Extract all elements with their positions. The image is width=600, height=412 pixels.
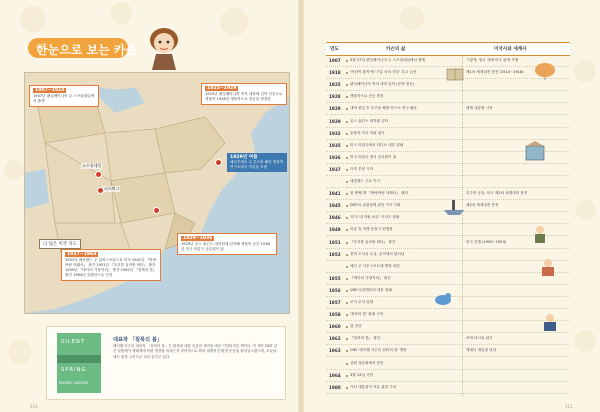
- row-year: 1935: [329, 142, 341, 148]
- timeline-row: [326, 165, 570, 176]
- book-feature: [46, 326, 286, 400]
- row-life-event: '어린이 잡지'에 '구름 속의 전투' 투고 입선: [350, 70, 417, 75]
- decorative-circle: [220, 8, 248, 36]
- page-number-left: 110: [30, 404, 38, 409]
- timeline-bullet: [346, 205, 348, 207]
- cover-author: RACHEL CARSON: [59, 381, 88, 385]
- map-caption: 더 넓은 미국 지도: [39, 239, 81, 249]
- woods-hole-pin: [215, 159, 222, 166]
- row-life-event: 조카 로저 입양: [350, 300, 374, 304]
- baltimore-pin: [153, 207, 160, 214]
- timeline-bullet: [346, 338, 348, 340]
- callout-year: 1937~1964: [67, 252, 97, 257]
- timeline-bullet: [346, 314, 348, 316]
- row-life-event: 카터 대통령이 자유 훈장 추서: [350, 384, 397, 389]
- decorative-circle: [400, 6, 424, 30]
- bird-illustration-icon: [432, 288, 454, 308]
- decorative-circle: [4, 160, 24, 180]
- timeline-row: [326, 334, 570, 345]
- person-illustration-icon: [538, 258, 558, 276]
- timeline-bullet: [346, 387, 348, 389]
- timeline-bullet: [346, 278, 348, 280]
- building-illustration-icon: [524, 140, 546, 162]
- cover-title-line1: SILENT: [61, 339, 86, 345]
- book-title: 대표작 「침묵의 봄」: [113, 337, 163, 343]
- decorative-circle: [576, 200, 596, 220]
- row-year: 1936: [329, 154, 341, 160]
- callout-text: 1907년 펜실베이니아 주 스프링데일에서 출생: [33, 94, 95, 103]
- decorative-circle: [110, 2, 132, 24]
- callout-text: 매사추세츠 주 우즈홀 해양 생물학 연구소에서 여름을 보냄: [230, 160, 284, 169]
- row-year: 1925: [329, 82, 341, 88]
- callout-1929-1936: [177, 233, 277, 255]
- silent-spring-cover: [57, 333, 101, 393]
- callout-1937: [61, 249, 161, 281]
- row-world-event: 진주만 공습, 미국 제2차 세계대전 참전: [466, 191, 528, 196]
- book-illustration-icon: [446, 66, 464, 82]
- timeline-row: [326, 129, 570, 140]
- timeline-row: [326, 310, 570, 321]
- row-world-event: 그렇게, 영국 지배 미국 관세 시행: [466, 58, 518, 62]
- row-year: 1918: [329, 70, 341, 76]
- cover-band: [57, 355, 101, 363]
- row-year: 1960: [329, 324, 341, 330]
- timeline-row: [326, 359, 570, 370]
- timeline-bullet: [346, 133, 348, 135]
- row-year: 1980: [329, 384, 341, 390]
- timeline-row: [326, 250, 570, 261]
- row-life-event: CBS '레이첼 카슨의 침묵의 봄' 방영: [350, 348, 407, 353]
- timeline-bullet: [346, 84, 348, 86]
- timeline-header: [326, 42, 570, 56]
- city-label-springdale: 스프링데일: [82, 163, 102, 168]
- row-world-event: 케네디 대통령 암살: [466, 348, 497, 353]
- row-year: 1957: [329, 300, 341, 305]
- row-life-event: 어류 및 야생 동물국 편집장: [350, 227, 393, 232]
- city-label-pittsburgh: 피츠버그: [104, 186, 120, 191]
- timeline-bullet: [346, 108, 348, 110]
- row-life-event: '침묵의 봄' 집필 시작: [350, 312, 384, 317]
- row-world-event: 세계 대공황 시작: [466, 106, 493, 111]
- timeline-row: [326, 346, 570, 357]
- row-world-event: 제2차 세계대전 종전: [466, 203, 499, 208]
- book-description: 레이첼 카슨의 대표작 「침묵의 봄」은 환경에 대한 인류의 생각을 바꾼 기념비적인 책이다. 이 책은 DDT 같은 살충제가 생태계에 어떤 영향을 미치는지 과학적으로 밝혀 세계적인 환경 운동을 불러일으켰으며, 오늘날에도 환경 고전으로 널리 읽히고 있다.: [113, 344, 278, 359]
- decorative-circle: [574, 60, 596, 82]
- row-year: 1964: [329, 372, 341, 378]
- row-life-event: 『바다의 가장자리』 출간: [350, 275, 391, 280]
- row-world-event: 쿠바 미사일 위기: [466, 336, 493, 341]
- carson-mascot-icon: [142, 24, 186, 70]
- timeline-row: [326, 322, 570, 333]
- header-year: 연도: [330, 47, 339, 52]
- decorative-circle: [574, 330, 596, 352]
- row-life-event: 『우리를 둘러싼 바다』 출간: [350, 239, 396, 244]
- row-life-event: CBS 다큐멘터리 대본 집필: [350, 287, 392, 292]
- decorative-circle: [8, 340, 32, 364]
- page-number-right: 111: [565, 404, 573, 409]
- timeline-bullet: [346, 217, 348, 219]
- row-life-event: 첫 번째 책 『바닷바람 아래서』 출간: [350, 191, 409, 196]
- decorative-circle: [20, 6, 46, 32]
- row-year: 1928: [329, 94, 341, 100]
- timeline-row: [326, 274, 570, 285]
- springdale-pin: [95, 171, 102, 178]
- timeline-bullet: [346, 96, 348, 98]
- timeline-bullet: [346, 181, 348, 183]
- row-world-event: 한국 전쟁 (1950~1953): [466, 239, 507, 244]
- timeline-bullet: [346, 157, 348, 159]
- row-life-event: 존스 홉킨스 대학원 입학: [350, 118, 389, 123]
- row-life-event: 대학 졸업 후 우즈홀 해양 연구소 연구 활동: [350, 106, 418, 111]
- header-world: 미국사와 세계사: [494, 47, 527, 52]
- timeline-bullet: [346, 375, 348, 377]
- callout-1925: [201, 83, 287, 105]
- row-life-event: 메인 주 사우스포트에 별장 마련: [350, 263, 400, 268]
- timeline-row: [326, 262, 570, 273]
- row-year: 1929: [329, 106, 341, 112]
- row-year: 1946: [329, 215, 341, 221]
- row-year: 1958: [329, 312, 341, 318]
- row-year: 1949: [329, 227, 341, 233]
- timeline-bullet: [346, 242, 348, 244]
- cover-title-line2: SPRING: [61, 367, 87, 373]
- balloon-illustration-icon: [532, 62, 558, 80]
- row-year: 1937: [329, 166, 341, 172]
- timeline-row: [326, 177, 570, 188]
- row-year: 1941: [329, 191, 341, 197]
- callout-1907: [29, 85, 99, 107]
- timeline-bullet: [346, 60, 348, 62]
- row-year: 1956: [329, 287, 341, 293]
- callout-year: 1929~1936: [183, 236, 213, 241]
- row-life-event: DDT의 위험성에 관한 기사 기획: [350, 203, 401, 208]
- page-title: 한눈으로 보는 카슨: [36, 43, 138, 57]
- callout-year: 1907~1924: [35, 88, 65, 93]
- timeline-bullet: [346, 121, 348, 123]
- row-life-event: 동물학 석사 학위 취득: [350, 130, 385, 135]
- row-year: 1955: [329, 275, 341, 281]
- timeline-bullet: [346, 290, 348, 292]
- row-life-event: 전미 도서상 수상, 공직에서 물러남: [350, 251, 405, 256]
- timeline-bullet: [346, 145, 348, 147]
- row-year: 1952: [329, 251, 341, 257]
- timeline-bullet: [346, 326, 348, 328]
- ship-illustration-icon: [442, 196, 466, 216]
- row-year: 1945: [329, 203, 341, 209]
- callout-year: 1929년 여름: [230, 155, 258, 160]
- timeline-bullet: [346, 72, 348, 74]
- row-life-event: 상원 청문회에서 증언: [350, 360, 384, 365]
- timeline-row: [326, 104, 570, 115]
- row-life-event: 미국 어업국 정식 공무원이 됨: [350, 154, 397, 159]
- timeline-bullet: [346, 254, 348, 256]
- header-life: 카슨의 삶: [386, 47, 406, 52]
- row-life-event: 『침묵의 봄』 출간: [350, 336, 381, 341]
- row-world-event: 제1차 세계대전 종전 (1914~1918): [466, 70, 524, 75]
- page-gutter: [298, 0, 304, 412]
- callout-text: 1925년 펜실베이니아 여자 대학에 입학 전공으로 생물학 1928년 생물학으로 전공을 변경함: [205, 92, 283, 101]
- timeline-row: [326, 92, 570, 103]
- row-life-event: 생물학으로 전공 변경: [350, 94, 384, 99]
- timeline-bullet: [346, 193, 348, 195]
- row-year: 1932: [329, 130, 341, 136]
- row-life-event: '미국 내 자원 보존' 시리즈 집필: [350, 215, 400, 220]
- timeline-row: [326, 117, 570, 128]
- row-life-event: 4월 14일 사망: [350, 372, 374, 377]
- row-life-event: 미국 어업국에서 라디오 대본 집필: [350, 142, 404, 147]
- timeline-bullet: [346, 363, 348, 365]
- row-year: 1962: [329, 336, 341, 342]
- row-life-event: 메릴랜드 주로 이사: [350, 179, 381, 183]
- timeline-bullet: [346, 350, 348, 352]
- timeline-bullet: [346, 302, 348, 304]
- timeline-bullet: [346, 266, 348, 268]
- callout-year: 1925~1929: [207, 86, 237, 91]
- callout-text: 1929년 존스 홉킨스 대학원에 입학해 생물학 공부 1936년 미국 어업국 공무원이 됨: [181, 242, 270, 251]
- timeline-bullet: [346, 229, 348, 231]
- timeline-row: [326, 383, 570, 394]
- row-year: 1963: [329, 348, 341, 354]
- row-life-event: 5월 27일 펜실베이니아 주 스프링데일에서 출생: [350, 58, 426, 62]
- row-life-event: 암 진단: [350, 324, 362, 329]
- row-life-event: 가족 부양 시작: [350, 166, 374, 171]
- us-east-map: [24, 72, 290, 314]
- soldier-illustration-icon: [530, 224, 550, 244]
- row-year: 1951: [329, 239, 341, 245]
- row-year: 1929: [329, 118, 341, 124]
- row-year: 1907: [329, 58, 341, 63]
- callout-1929-summer: [227, 153, 287, 172]
- callout-text: 1937년 메릴랜드 주 실버스프링으로 이사 1941년 『바닷바람 아래서』 출간 1951년 『우리를 둘러싼 바다』 출간 1955년 『바다의 가장자리』 출간 1962년 『침묵의 봄』 출간 1964년 유방암으로 사망: [65, 258, 157, 277]
- timeline-bullet: [346, 169, 348, 171]
- timeline-row: [326, 371, 570, 382]
- speaker-illustration-icon: [540, 312, 560, 332]
- row-life-event: 펜실베이니아 여자 대학 입학 (문학 전공): [350, 82, 415, 87]
